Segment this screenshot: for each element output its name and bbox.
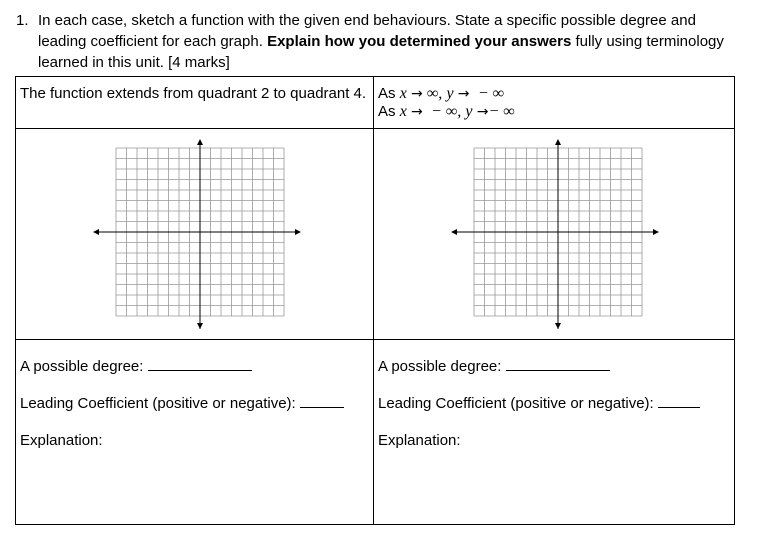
question-text-end: fully using terminology learned in this unit. [4 marks] <box>38 33 724 71</box>
case-2-degree-blank[interactable] <box>506 356 610 371</box>
case-1-explanation-label[interactable]: Explanation: <box>20 432 103 449</box>
worksheet-table <box>15 76 735 525</box>
case-1-graph-grid[interactable] <box>92 139 302 329</box>
case-1-coefficient-label: Leading Coefficient (positive or negative): <box>20 395 296 412</box>
case-2-coefficient-row <box>378 385 730 422</box>
case-2-graph-cell[interactable] <box>374 129 735 340</box>
case-2-explanation-label[interactable]: Explanation: <box>378 432 461 449</box>
x-axis-left-arrow <box>451 229 457 235</box>
case-1-degree-label: A possible degree: <box>20 358 144 375</box>
y-axis-up-arrow <box>197 139 203 145</box>
case-1-answer-cell <box>16 340 374 525</box>
case-1-end-behaviour: The function extends from quadrant 2 to quadrant 4. <box>20 85 367 102</box>
y-axis-up-arrow <box>555 139 561 145</box>
case-2-end-behaviour <box>374 77 734 121</box>
x-axis-left-arrow <box>93 229 99 235</box>
case-1-degree-blank[interactable] <box>148 356 252 371</box>
case-1-prompt-cell <box>16 77 374 129</box>
case-2-answer-cell <box>374 340 735 525</box>
x-axis-right-arrow <box>653 229 659 235</box>
case-2-line-1: As x → ∞, y → − ∞ <box>378 85 505 102</box>
case-1-graph-cell[interactable] <box>16 129 374 340</box>
case-2-degree-label: A possible degree: <box>378 358 502 375</box>
case-2-line-2: As x → − ∞, y →− ∞ <box>378 103 515 120</box>
case-2-coefficient-blank[interactable] <box>658 393 700 408</box>
case-1-degree-row <box>20 348 369 385</box>
question-prompt <box>16 10 736 73</box>
y-axis-down-arrow <box>555 323 561 329</box>
case-1-coefficient-row <box>20 385 369 422</box>
y-axis-down-arrow <box>197 323 203 329</box>
case-1-coefficient-blank[interactable] <box>300 393 344 408</box>
question-text-emphasis: Explain how you determined your answers <box>267 33 572 50</box>
case-2-prompt-cell <box>374 77 735 129</box>
question-text <box>38 10 736 73</box>
question-number: 1. <box>16 12 29 29</box>
case-2-coefficient-label: Leading Coefficient (positive or negative): <box>378 395 654 412</box>
case-2-graph-grid[interactable] <box>450 139 660 329</box>
question-text-start: In each case, sketch a function with the given end behaviours. State a specific possible degree and leading coefficient for each graph. <box>38 12 696 50</box>
x-axis-right-arrow <box>295 229 301 235</box>
case-2-degree-row <box>378 348 730 385</box>
